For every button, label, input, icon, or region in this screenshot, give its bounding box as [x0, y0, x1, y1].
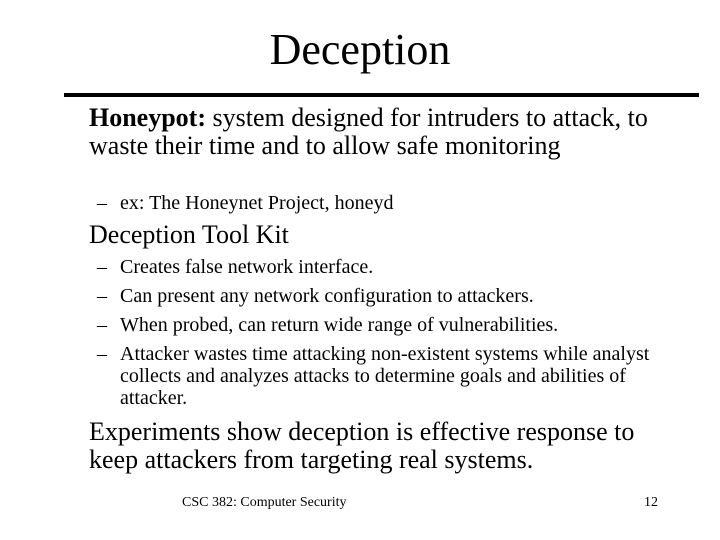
sub-bullet-toolkit-3 [97, 314, 677, 336]
footer-course-title: CSC 382: Computer Security [182, 495, 347, 510]
dash-marker: – [97, 285, 107, 307]
dash-marker: – [97, 343, 107, 365]
sub-bullet-toolkit-2 [97, 285, 677, 307]
dash-marker: – [97, 314, 107, 336]
honeypot-term: Honeypot: [89, 103, 206, 132]
slide-title: Deception [269, 25, 451, 74]
bullet-deception-toolkit: Deception Tool Kit [89, 220, 289, 249]
footer-page-number: 12 [644, 495, 658, 510]
dash-marker: – [97, 256, 107, 278]
sub-bullet-text: Attacker wastes time attacking non-existent systems while analyst collects and analyzes attacks to determine goals and abilities of attacker. [120, 343, 650, 409]
bullet-experiments: Experiments show deception is effective response to keep attackers from targeting real systems. [89, 417, 635, 474]
sub-bullet-text: Creates false network interface. [120, 256, 374, 278]
sub-bullet-honeypot-example [97, 192, 677, 214]
sub-bullet-text: ex: The Honeynet Project, honeyd [120, 192, 394, 214]
sub-bullet-text: Can present any network configuration to attackers. [120, 285, 534, 307]
sub-bullet-toolkit-1 [97, 256, 677, 278]
sub-bullet-text: When probed, can return wide range of vulnerabilities. [120, 314, 559, 336]
bullet-honeypot [89, 104, 669, 160]
sub-bullet-toolkit-4 [97, 343, 677, 409]
dash-marker: – [97, 192, 107, 214]
honeypot-text: system designed for intruders to attack, to waste their time and to allow safe monitoring [89, 103, 648, 160]
title-divider [64, 93, 699, 97]
